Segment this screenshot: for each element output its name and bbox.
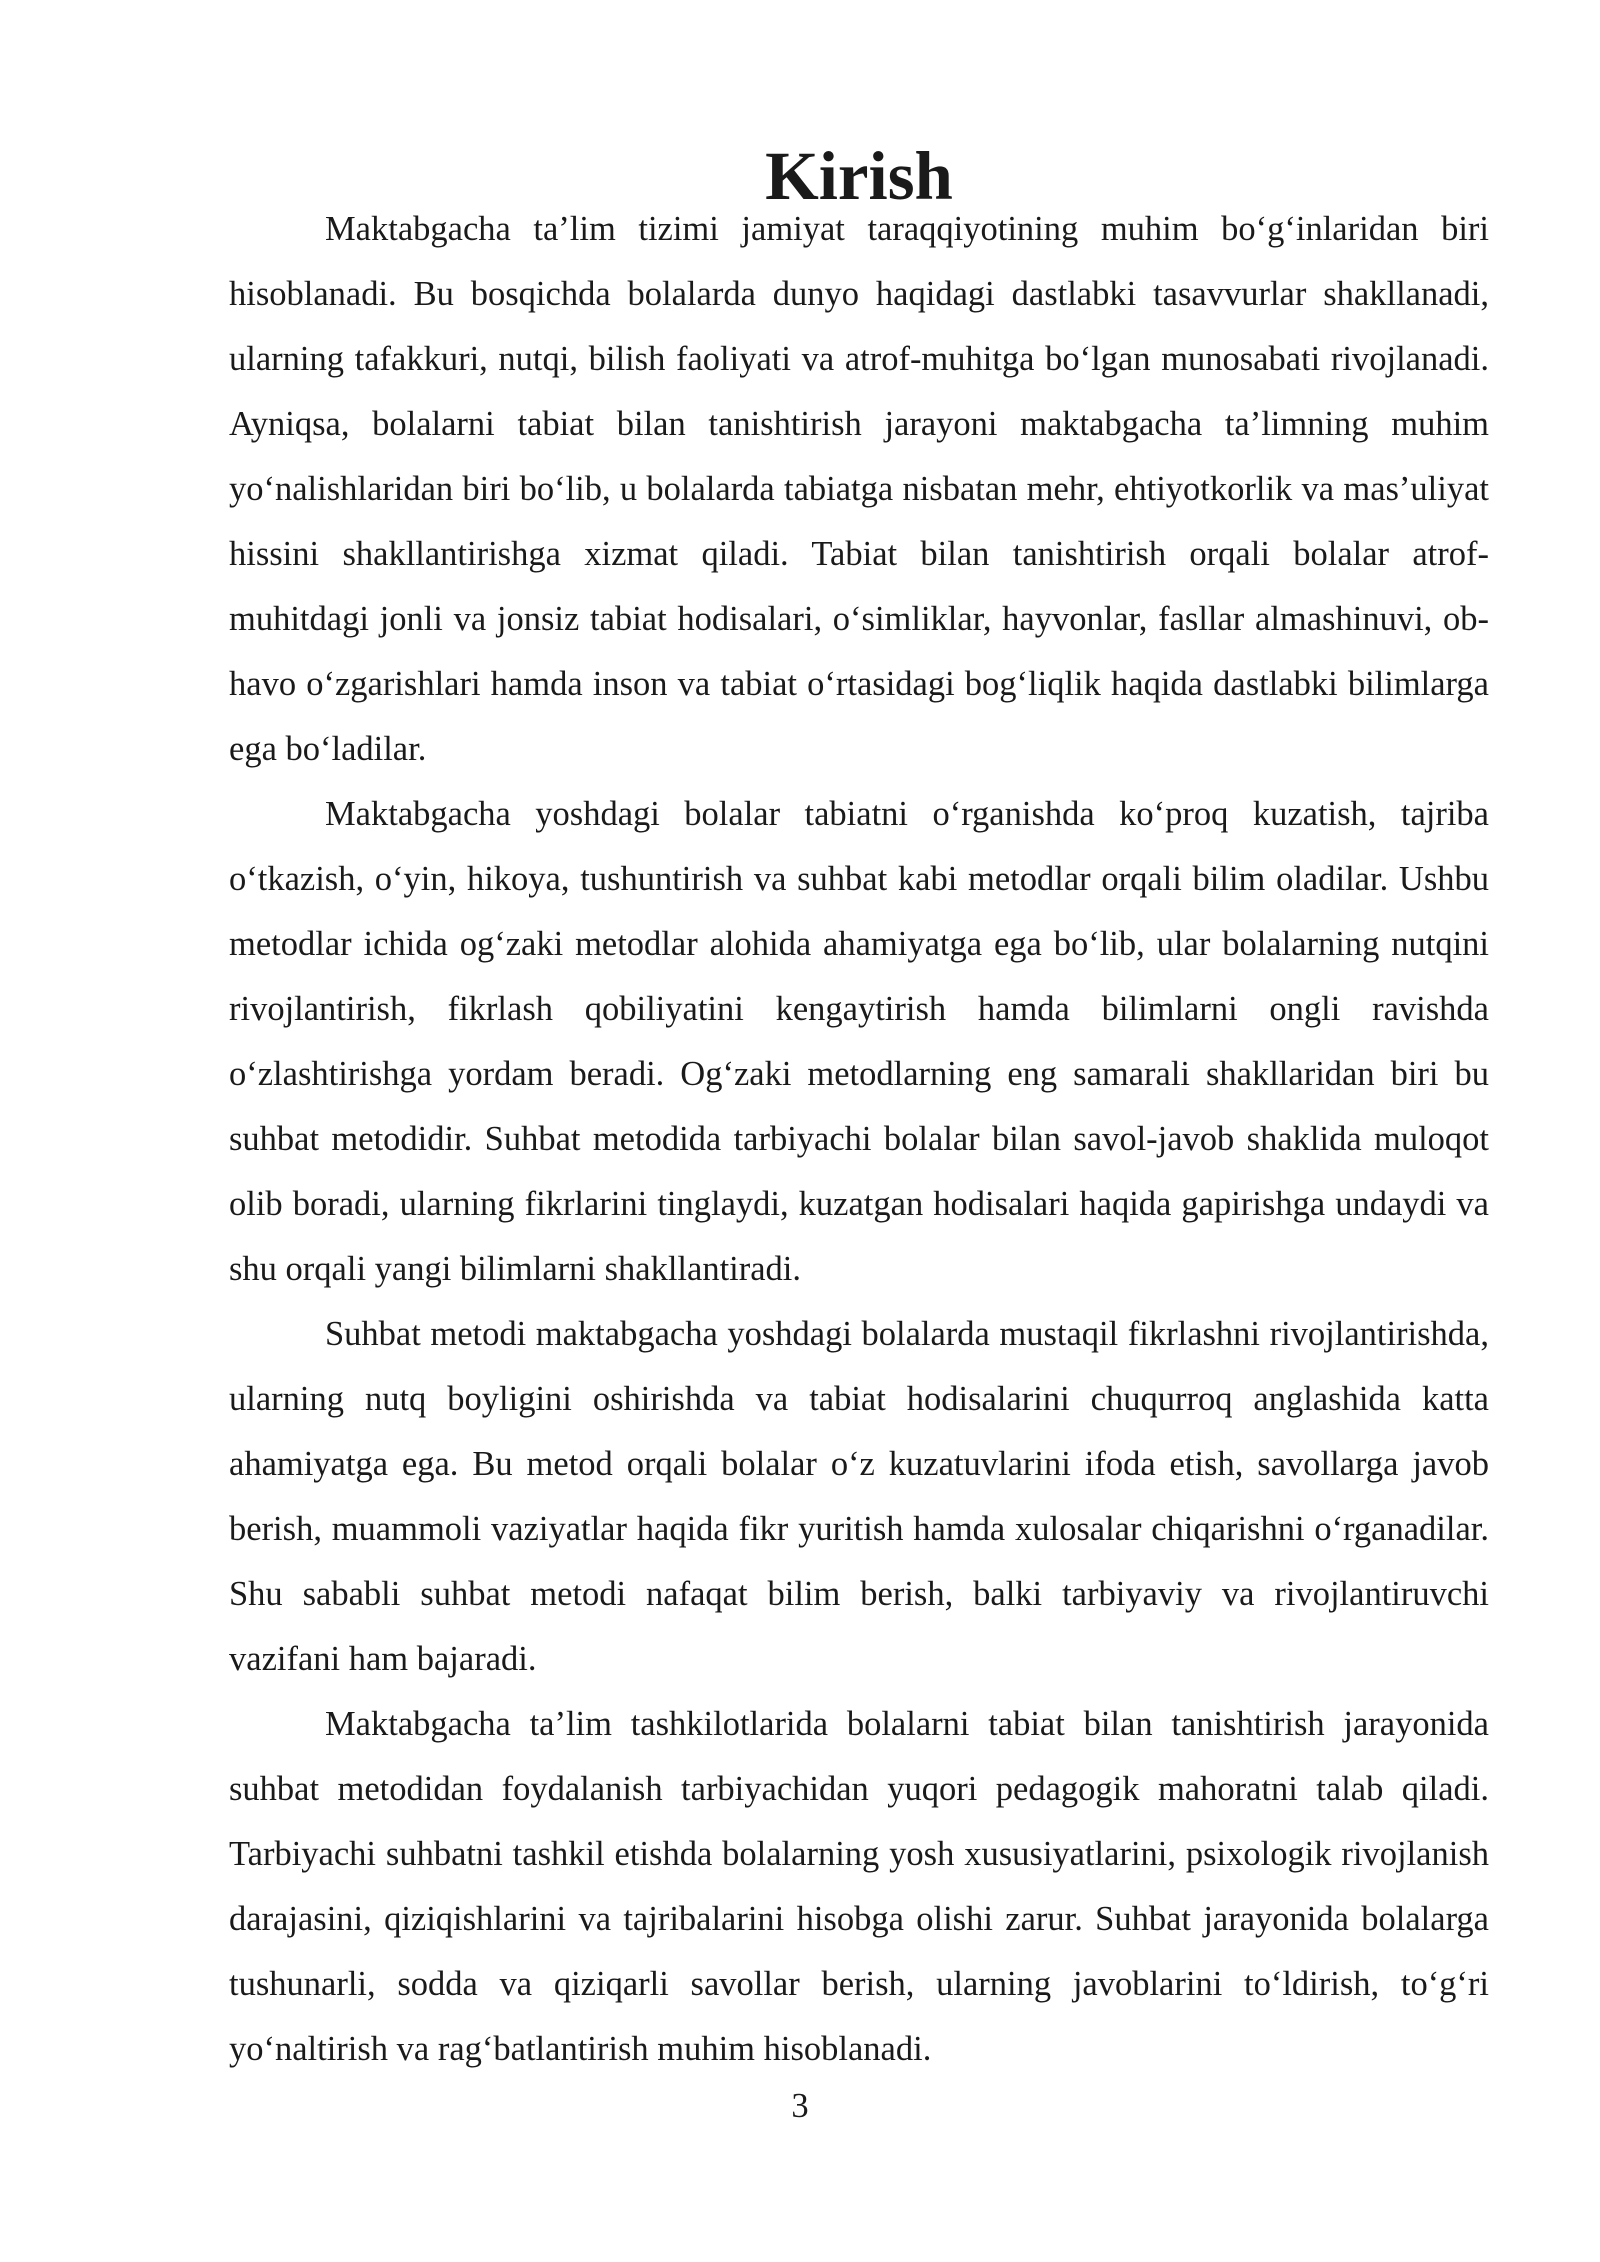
paragraph-3: Suhbat metodi maktabgacha yoshdagi bolalarda mustaqil fikrlashni rivojlantirishda, ularning nutq boyligini oshirishda va tabiat hodisalarini chuqurroq anglashida katta ahamiyatga ega. Bu metod orqali bolalar o‘z kuzatuvlarini ifoda etish, savollarga javob berish, muammoli vaziyatlar haqida fikr yuritish hamda xulosalar chiqarishni o‘rganadilar. Shu sababli suhbat metodi nafaqat bilim berish, balki tarbiyaviy va rivojlantiruvchi vazifani ham bajaradi. bbox=[229, 1315, 1489, 1678]
paragraph-4: Maktabgacha ta’lim tashkilotlarida bolalarni tabiat bilan tanishtirish jarayonida suhbat metodidan foydalanish tarbiyachidan yuqori pedagogik mahoratni talab qiladi. Tarbiyachi suhbatni tashkil etishda bolalarning yosh xususiyatlarini, psixologik rivojlanish darajasini, qiziqishlarini va tajribalarini hisobga olishi zarur. Suhbat jarayonida bolalarga tushunarli, sodda va qiziqarli savollar berish, ularning javoblarini to‘ldirish, to‘g‘ri yo‘naltirish va rag‘batlantirish muhim hisoblanadi. bbox=[229, 1705, 1489, 2068]
section-title: Kirish bbox=[765, 138, 953, 214]
paragraph-1: Maktabgacha ta’lim tizimi jamiyat taraqqiyotining muhim bo‘g‘inlaridan biri hisoblanadi. Bu bosqichda bolalarda dunyo haqidagi dastlabki tasavvurlar shakllanadi, ularning tafakkuri, nutqi, bilish faoliyati va atrof-muhitga bo‘lgan munosabati rivojlanadi. Ayniqsa, bolalarni tabiat bilan tanishtirish jarayoni maktabgacha ta’limning muhim yo‘nalishlaridan biri bo‘lib, u bolalarda tabiatga nisbatan mehr, ehtiyotkorlik va mas’uliyat hissini shakllantirishga xizmat qiladi. Tabiat bilan tanishtirish orqali bolalar atrof-muhitdagi jonli va jonsiz tabiat hodisalari, o‘simliklar, hayvonlar, fasllar almashinuvi, ob-havo o‘zgarishlari hamda inson va tabiat o‘rtasidagi bog‘liqlik haqida dastlabki bilimlarga ega bo‘ladilar. bbox=[229, 210, 1489, 768]
paragraph-2: Maktabgacha yoshdagi bolalar tabiatni o‘rganishda ko‘proq kuzatish, tajriba o‘tkazish, o‘yin, hikoya, tushuntirish va suhbat kabi metodlar orqali bilim oladilar. Ushbu metodlar ichida og‘zaki metodlar alohida ahamiyatga ega bo‘lib, ular bolalarning nutqini rivojlantirish, fikrlash qobiliyatini kengaytirish hamda bilimlarni ongli ravishda o‘zlashtirishga yordam beradi. Og‘zaki metodlarning eng samarali shakllaridan biri bu suhbat metodidir. Suhbat metodida tarbiyachi bolalar bilan savol-javob shaklida muloqot olib boradi, ularning fikrlarini tinglaydi, kuzatgan hodisalari haqida gapirishga undaydi va shu orqali yangi bilimlarni shakllantiradi. bbox=[229, 795, 1489, 1288]
page-body bbox=[229, 138, 1489, 2082]
page-number: 3 bbox=[791, 2087, 809, 2125]
